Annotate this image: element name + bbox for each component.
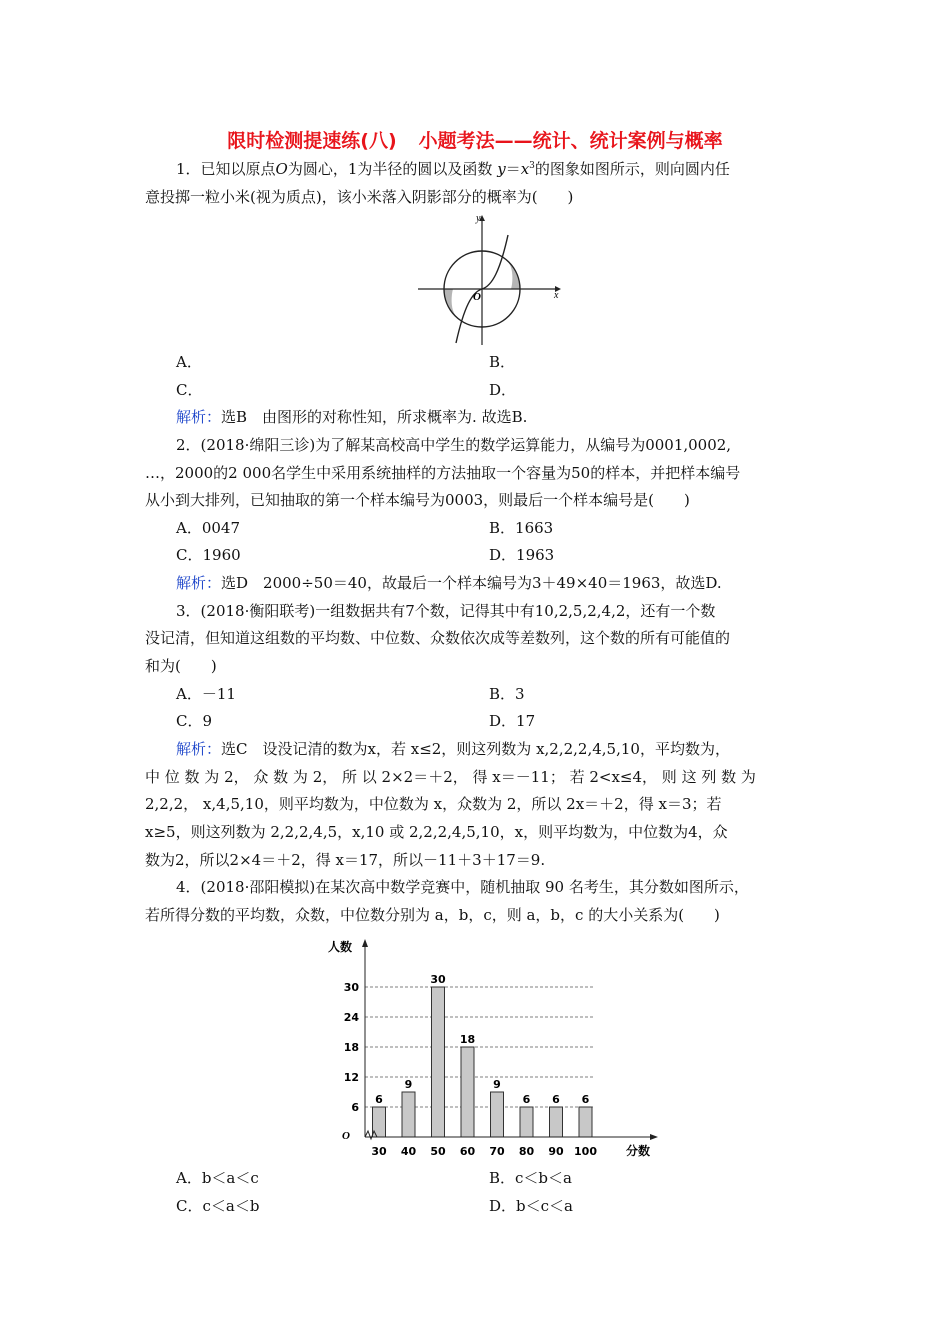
- q2-option-c: C．1960: [176, 546, 241, 564]
- x-tick-label: 50: [430, 1145, 446, 1158]
- q1-fig-origin-label: O: [473, 291, 481, 303]
- bar: [402, 1092, 415, 1137]
- q1-o: O: [275, 160, 288, 178]
- bar-value-label: 6: [522, 1093, 531, 1106]
- bar: [520, 1107, 533, 1137]
- title-right: 小题考法——统计、统计案例与概率: [418, 130, 723, 152]
- q1-eq: ＝: [505, 160, 521, 178]
- q4-line1: 4．(2018·邵阳模拟)在某次高中数学竞赛中，随机抽取 90 名考生，其分数如图所示，: [176, 878, 749, 896]
- q2-analysis-text: 2000÷50＝40，故最后一个样本编号为3＋49×40＝1963，故选D.: [248, 574, 722, 592]
- q1-var-y: y: [497, 160, 506, 178]
- q4-bar-chart: [320, 935, 670, 1165]
- y-tick-label: 6: [351, 1101, 359, 1114]
- q3-analysis-choice: 选C: [221, 740, 248, 758]
- x-tick-label: 40: [400, 1145, 417, 1158]
- q2-line3: 从小到大排列，已知抽取的第一个样本编号为0003，则最后一个样本编号是( ): [145, 491, 690, 509]
- q1-option-b: B．: [489, 353, 516, 371]
- q1-exp: 3: [529, 161, 535, 171]
- q4-option-a: A．b＜a＜c: [176, 1169, 259, 1187]
- chart-xlabel: 分数: [626, 1144, 651, 1158]
- x-tick-label: 60: [459, 1145, 476, 1158]
- q3-line1: 3．(2018·衡阳联考)一组数据共有7个数，记得其中有10,2,5,2,4,2，还有一个数: [176, 602, 716, 620]
- q3-analysis-line2: 中 位 数 为 2， 众 数 为 2， 所 以 2×2＝＋2， 得 x＝－11； 若 2<x≤4， 则 这 列 数 为: [145, 768, 756, 786]
- q2-analysis: [176, 572, 722, 594]
- x-tick-label: 80: [518, 1145, 535, 1158]
- q3-option-a: A．－11: [176, 685, 236, 703]
- bar: [550, 1107, 563, 1137]
- q3-analysis-text1: 设没记清的数为x，若 x≤2，则这列数为 x,2,2,2,4,5,10，平均数为，: [247, 740, 730, 758]
- q1-option-c: C．: [176, 381, 203, 399]
- q2-option-a: A．0047: [176, 519, 241, 537]
- q2-line2: …，2000的2 000名学生中采用系统抽样的方法抽取一个容量为50的样本，并把样本编号: [145, 464, 741, 482]
- chart-ylabel: 人数: [328, 940, 353, 954]
- q3-option-b: B．3: [489, 685, 525, 703]
- q3-line2: 没记清，但知道这组数的平均数、中位数、众数依次成等差数列，这个数的所有可能值的: [145, 629, 731, 647]
- y-tick-label: 30: [343, 981, 359, 994]
- q1-option-d: D．: [489, 381, 517, 399]
- q3-analysis-line4: x≥5，则这列数为 2,2,2,4,5，x,10 或 2,2,2,4,5,10，x，则平均数为，中位数为4，众: [145, 823, 728, 841]
- q3-analysis-label: 解析：: [176, 740, 222, 758]
- y-tick-label: 24: [343, 1011, 359, 1024]
- q4-option-d: D．b＜c＜a: [489, 1197, 573, 1215]
- q4-option-c: C．c＜a＜b: [176, 1197, 260, 1215]
- q3-option-c: C．9: [176, 712, 213, 730]
- bar-value-label: 30: [430, 973, 446, 986]
- q1-figure: [410, 207, 570, 347]
- q3-option-d: D．17: [489, 712, 536, 730]
- bar-value-label: 18: [459, 1033, 476, 1046]
- page-title: [0, 126, 950, 153]
- q3-line3: 和为( ): [145, 657, 217, 675]
- x-axis-arrow: [650, 1134, 658, 1140]
- q2-analysis-choice: 选D: [221, 574, 249, 592]
- q1-analysis-choice: 选B: [221, 408, 248, 426]
- q1-text-b: 为圆心，1为半径的圆以及函数: [287, 160, 493, 178]
- bar: [432, 987, 445, 1137]
- q1-line2: 意投掷一粒小米(视为质点)，该小米落入阴影部分的概率为( ): [145, 188, 574, 206]
- x-tick-label: 100: [574, 1145, 597, 1158]
- q1-line1: [176, 158, 730, 180]
- q4-option-b: B．c＜b＜a: [489, 1169, 572, 1187]
- q2-line1: 2．(2018·绵阳三诊)为了解某高校高中学生的数学运算能力，从编号为0001,0002,: [176, 436, 732, 454]
- q1-fig-y-label: y: [476, 213, 481, 224]
- q2-option-b: B．1663: [489, 519, 554, 537]
- q3-analysis-line5: 数为2，所以2×4＝＋2，得 x＝17，所以－11＋3＋17＝9.: [145, 851, 546, 869]
- q4-line2: 若所得分数的平均数，众数，中位数分别为 a，b，c，则 a，b，c 的大小关系为( ): [145, 906, 720, 924]
- title-left: 限时检测提速练(八): [227, 130, 397, 152]
- bar-value-label: 9: [404, 1078, 413, 1091]
- bar: [579, 1107, 592, 1137]
- bar: [491, 1092, 504, 1137]
- bar-value-label: 6: [581, 1093, 590, 1106]
- bar: [461, 1047, 474, 1137]
- q2-option-d: D．1963: [489, 546, 555, 564]
- x-tick-label: 30: [371, 1145, 387, 1158]
- q3-analysis-line3: 2,2,2， x,4,5,10，则平均数为，中位数为 x，众数为 2，所以 2x＝＋2，得 x＝3；若: [145, 795, 722, 813]
- bar-value-label: 6: [375, 1093, 383, 1106]
- q1-fig-x-label: x: [554, 290, 559, 301]
- q2-analysis-label: 解析：: [176, 574, 222, 592]
- x-tick-label: 90: [548, 1145, 564, 1158]
- q1-var-x: x: [520, 160, 530, 178]
- bar-value-label: 9: [493, 1078, 501, 1091]
- y-tick-label: 12: [343, 1071, 359, 1084]
- y-axis-arrow: [362, 939, 368, 947]
- chart-origin-label: O: [342, 1130, 350, 1142]
- bar-value-label: 6: [552, 1093, 560, 1106]
- q1-analysis-label: 解析：: [176, 408, 222, 426]
- q1-analysis-text: 由图形的对称性知，所求概率为. 故选B.: [247, 408, 528, 426]
- x-tick-label: 70: [489, 1145, 505, 1158]
- q1-option-a: A．: [176, 353, 202, 371]
- q1-text-c: 的图象如图所示，则向圆内任: [534, 160, 730, 178]
- q3-analysis-line1: [176, 738, 730, 760]
- y-tick-label: 18: [343, 1041, 359, 1054]
- q1-analysis: [176, 406, 527, 428]
- q1-text-a: 1．已知以原点: [176, 160, 276, 178]
